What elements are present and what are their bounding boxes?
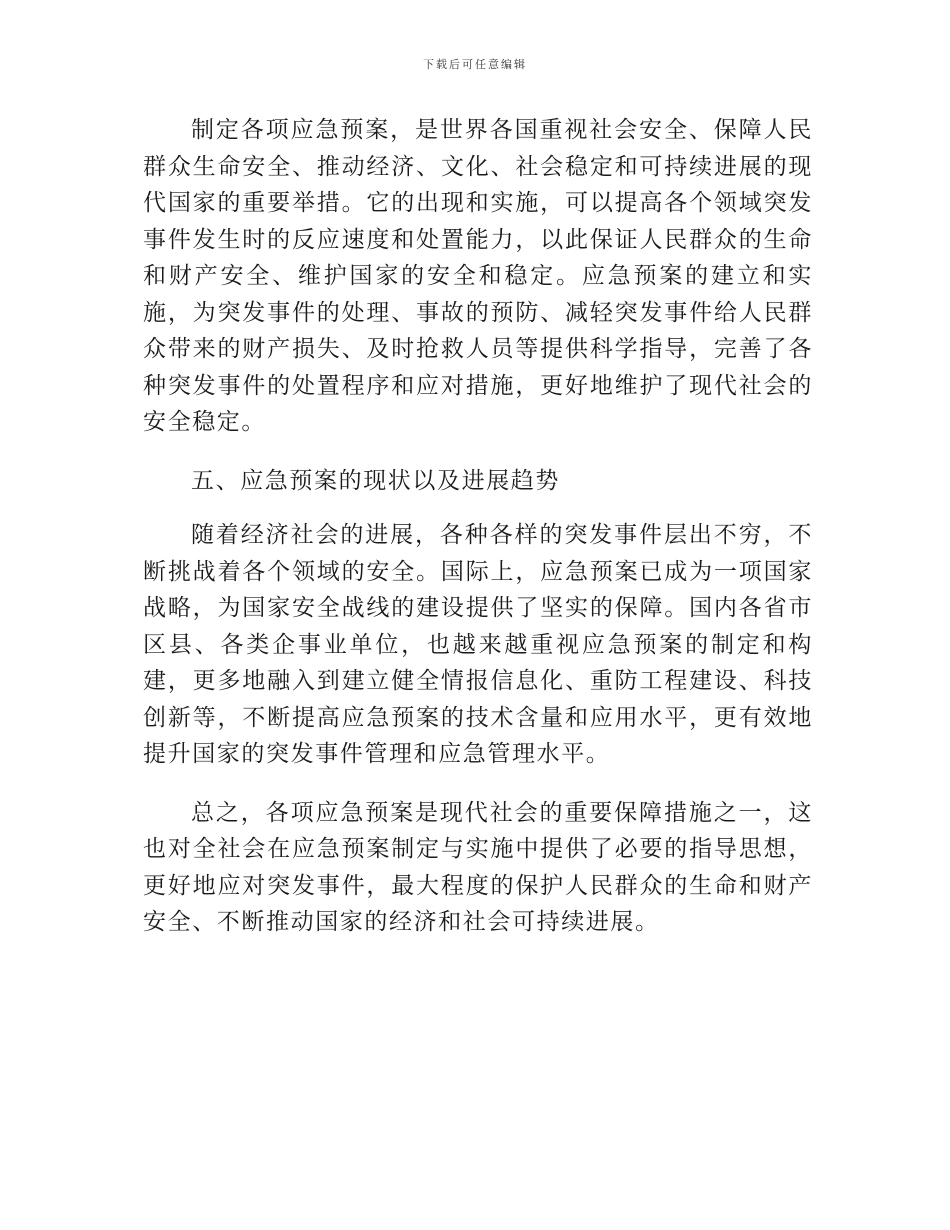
- paragraph-conclusion: 总之，各项应急预案是现代社会的重要保障措施之一，这也对全社会在应急预案制定与实施中提供了必要的指导思想，更好地应对突发事件，最大程度的保护人民群众的生命和财产安全、不断推动国家的经济和社会可持续进展。: [143, 799, 813, 935]
- document-body: [143, 112, 813, 963]
- section-heading-five: 五、应急预案的现状以及进展趋势: [191, 467, 560, 494]
- header-note: 下载后可任意编辑: [423, 58, 527, 71]
- paragraph-current-status: 随着经济社会的进展，各种各样的突发事件层出不穷，不断挑战着各个领域的安全。国际上，应急预案已成为一项国家战略，为国家安全战线的建设提供了坚实的保障。国内各省市区县、各类企事业单位，也越来越重视应急预案的制定和构建，更多地融入到建立健全情报信息化、重防工程建设、科技创新等，不断提高应急预案的技术含量和应用水平，更有效地提升国家的突发事件管理和应急管理水平。: [143, 522, 813, 767]
- paragraph-importance: 制定各项应急预案，是世界各国重视社会安全、保障人民群众生命安全、推动经济、文化、社会稳定和可持续进展的现代国家的重要举措。它的出现和实施，可以提高各个领域突发事件发生时的反应速度和处置能力，以此保证人民群众的生命和财产安全、维护国家的安全和稳定。应急预案的建立和实施，为突发事件的处理、事故的预防、减轻突发事件给人民群众带来的财产损失、及时抢救人员等提供科学指导，完善了各种突发事件的处置程序和应对措施，更好地维护了现代社会的安全稳定。: [143, 117, 813, 435]
